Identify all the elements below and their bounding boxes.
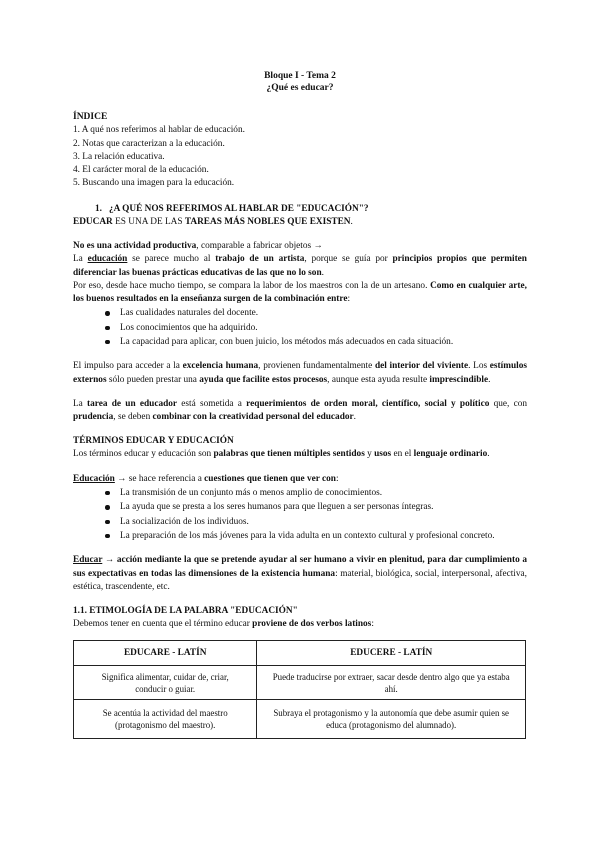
document-title: Bloque I - Tema 2 [264, 71, 336, 81]
paragraph: La tarea de un educador está sometida a requerimientos de orden moral, científico, social y político que, con prudencia, se deben combinar con la creatividad personal del educador. [73, 398, 527, 422]
table-header: EDUCARE - LATÍN [74, 641, 257, 666]
section1-tagline: EDUCAR ES UNA DE LAS TAREAS MÁS NOBLES QUE EXISTEN. [73, 216, 353, 227]
table-cell: Se acentúa la actividad del maestro (protagonismo del maestro). [74, 700, 257, 739]
list-item: La socialización de los individuos. [105, 515, 527, 529]
terms-heading: TÉRMINOS EDUCAR Y EDUCACIÓN [73, 436, 234, 447]
bullet-list [73, 486, 527, 544]
list-item: La ayuda que se presta a los seres humanos para que lleguen a ser personas íntegras. [105, 500, 527, 514]
document-page [73, 70, 527, 739]
table-cell: Puede traducirse por extraer, sacar desde dentro algo que ya estaba ahí. [257, 666, 526, 700]
paragraph: Por eso, desde hace mucho tiempo, se compara la labor de los maestros con la de un artesano. Como en cualquier arte, los buenos resultados en la enseñanza surgen de la combinación entre: [73, 280, 527, 304]
index-item: 3. La relación educativa. [73, 151, 165, 162]
table-row [74, 700, 526, 739]
index-item: 2. Notas que caracterizan a la educación. [73, 138, 225, 149]
list-item: Los conocimientos que ha adquirido. [105, 321, 527, 335]
table-header-row [74, 641, 526, 666]
table-cell: Significa alimentar, cuidar de, criar, conducir o guiar. [74, 666, 257, 700]
bullet-list [73, 306, 527, 349]
etymology-heading: 1.1. ETIMOLOGÍA DE LA PALABRA "EDUCACIÓN" [73, 605, 298, 616]
paragraph: No es una actividad productiva, comparable a fabricar objetos → [73, 241, 323, 252]
section1-heading: 1. ¿A QUÉ NOS REFERIMOS AL HABLAR DE "EDUCACIÓN"? [95, 203, 369, 214]
list-item: Las cualidades naturales del docente. [105, 306, 527, 320]
index-item: 4. El carácter moral de la educación. [73, 165, 209, 176]
document-subtitle: ¿Qué es educar? [266, 83, 334, 93]
table-row [74, 666, 526, 700]
paragraph: Debemos tener en cuenta que el término educar proviene de dos verbos latinos: [73, 619, 374, 630]
index-heading: ÍNDICE [73, 112, 108, 122]
paragraph: Los términos educar y educación son palabras que tienen múltiples sentidos y usos en el lenguaje ordinario. [73, 449, 490, 460]
index-item: 5. Buscando una imagen para la educación. [73, 178, 235, 189]
paragraph: La educación se parece mucho al trabajo de un artista, porque se guía por principios propios que permiten diferenciar las buenas prácticas educativas de las que no lo son. [73, 254, 527, 278]
list-item: La capacidad para aplicar, con buen juicio, los métodos más adecuados en cada situación. [105, 335, 527, 349]
table-header: EDUCERE - LATÍN [257, 641, 526, 666]
paragraph: Educar → acción mediante la que se pretende ayudar al ser humano a vivir en plenitud, para dar cumplimiento a sus expectativas en todas las dimensiones de la existencia humana: material, biológica, social, interpersonal, afectiva, estética, trascendente, etc. [73, 555, 527, 592]
etymology-table [73, 640, 526, 739]
paragraph: El impulso para acceder a la excelencia humana, provienen fundamentalmente del interior del viviente. Los estímulos externos sólo pueden prestar una ayuda que facilite estos procesos, aunque esta ayuda resulte imprescindible. [73, 361, 527, 385]
index-item: 1. A qué nos referimos al hablar de educación. [73, 125, 245, 136]
paragraph: Educación → se hace referencia a cuestiones que tienen que ver con: [73, 473, 339, 484]
index-list [73, 124, 527, 190]
list-item: La transmisión de un conjunto más o menos amplio de conocimientos. [105, 486, 527, 500]
table-cell: Subraya el protagonismo y la autonomía que debe asumir quien se educa (protagonismo del alumnado). [257, 700, 526, 739]
list-item: La preparación de los más jóvenes para la vida adulta en un contexto cultural y profesional concreto. [105, 529, 527, 543]
